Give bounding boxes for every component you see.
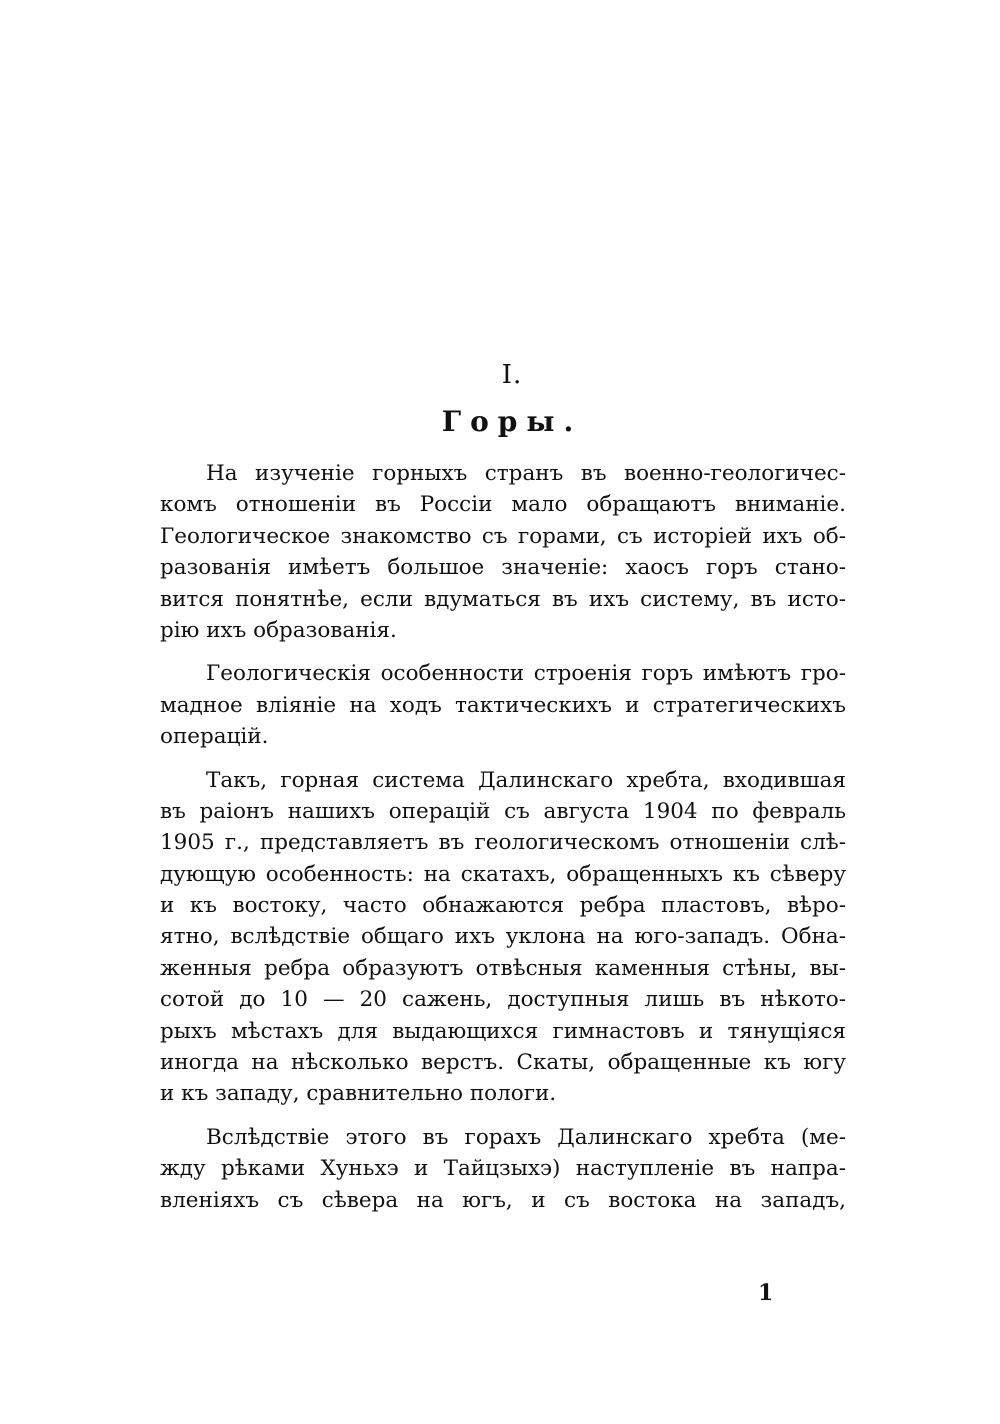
text-line: мадное вліяніе на ходъ тактическихъ и стратегическихъ — [160, 692, 846, 718]
text-line: вится понятнѣе, если вдуматься въ ихъ систему, въ исто- — [160, 586, 846, 612]
chapter-number: I. — [501, 360, 523, 390]
text-line: и къ востоку, часто обнажаются ребра пластовъ, вѣро- — [160, 893, 846, 919]
paragraph-1 — [160, 458, 846, 646]
text-line: На изученіе горныхъ странъ въ военно-геологичес- — [206, 461, 846, 486]
text-line: иногда на нѣсколько верстъ. Скаты, обращенные къ югу — [160, 1050, 846, 1076]
text-line: женныя ребра образуютъ отвѣсныя каменныя стѣны, вы- — [160, 955, 846, 981]
text-line: разованія имѣетъ большое значеніе: хаосъ горъ стано- — [160, 555, 846, 581]
text-line: въ раіонъ нашихъ операцій съ августа 1904 по февраль — [160, 798, 846, 824]
paragraph-3 — [160, 765, 846, 1110]
text-line: и къ западу, сравнительно пологи. — [160, 1081, 557, 1107]
text-line: вленіяхъ съ сѣвера на югъ, и съ востока на западъ, — [160, 1187, 846, 1213]
text-line: сотой до 10 — 20 сажень, доступныя лишь въ нѣкото- — [160, 987, 846, 1013]
text-line: Вслѣдствіе этого въ горахъ Далинскаго хребта (ме- — [206, 1124, 846, 1150]
text-line: Геологическія особенности строенія горъ имѣютъ гро- — [206, 661, 846, 687]
text-line: Такъ, горная система Далинскаго хребта, входившая — [206, 767, 846, 793]
text-line: операцій. — [160, 724, 269, 750]
text-line: 1905 г., представляетъ въ геологическомъ отношеніи слѣ- — [160, 830, 846, 856]
text-line: жду рѣками Хуньхэ и Тайцзыхэ) наступленіе въ напра- — [160, 1156, 846, 1182]
text-line: Геологическое знакомство съ горами, съ исторіей ихъ об- — [160, 523, 846, 549]
text-line: ятно, вслѣдствіе общаго ихъ уклона на юго-западъ. Обна- — [160, 924, 846, 950]
chapter-title: Горы. — [441, 405, 583, 438]
text-line: комъ отношеніи въ Россіи мало обращаютъ вниманіе. — [160, 492, 846, 518]
body-text — [160, 458, 846, 1228]
paragraph-4 — [160, 1122, 846, 1216]
page-number: 1 — [758, 1280, 774, 1306]
paragraph-2 — [160, 658, 846, 752]
text-line: рію ихъ образованія. — [160, 617, 397, 643]
text-line: дующую особенность: на скатахъ, обращенныхъ къ сѣверу — [160, 861, 846, 887]
text-line: рыхъ мѣстахъ для выдающихся гимнастовъ и тянущіяся — [160, 1018, 846, 1044]
